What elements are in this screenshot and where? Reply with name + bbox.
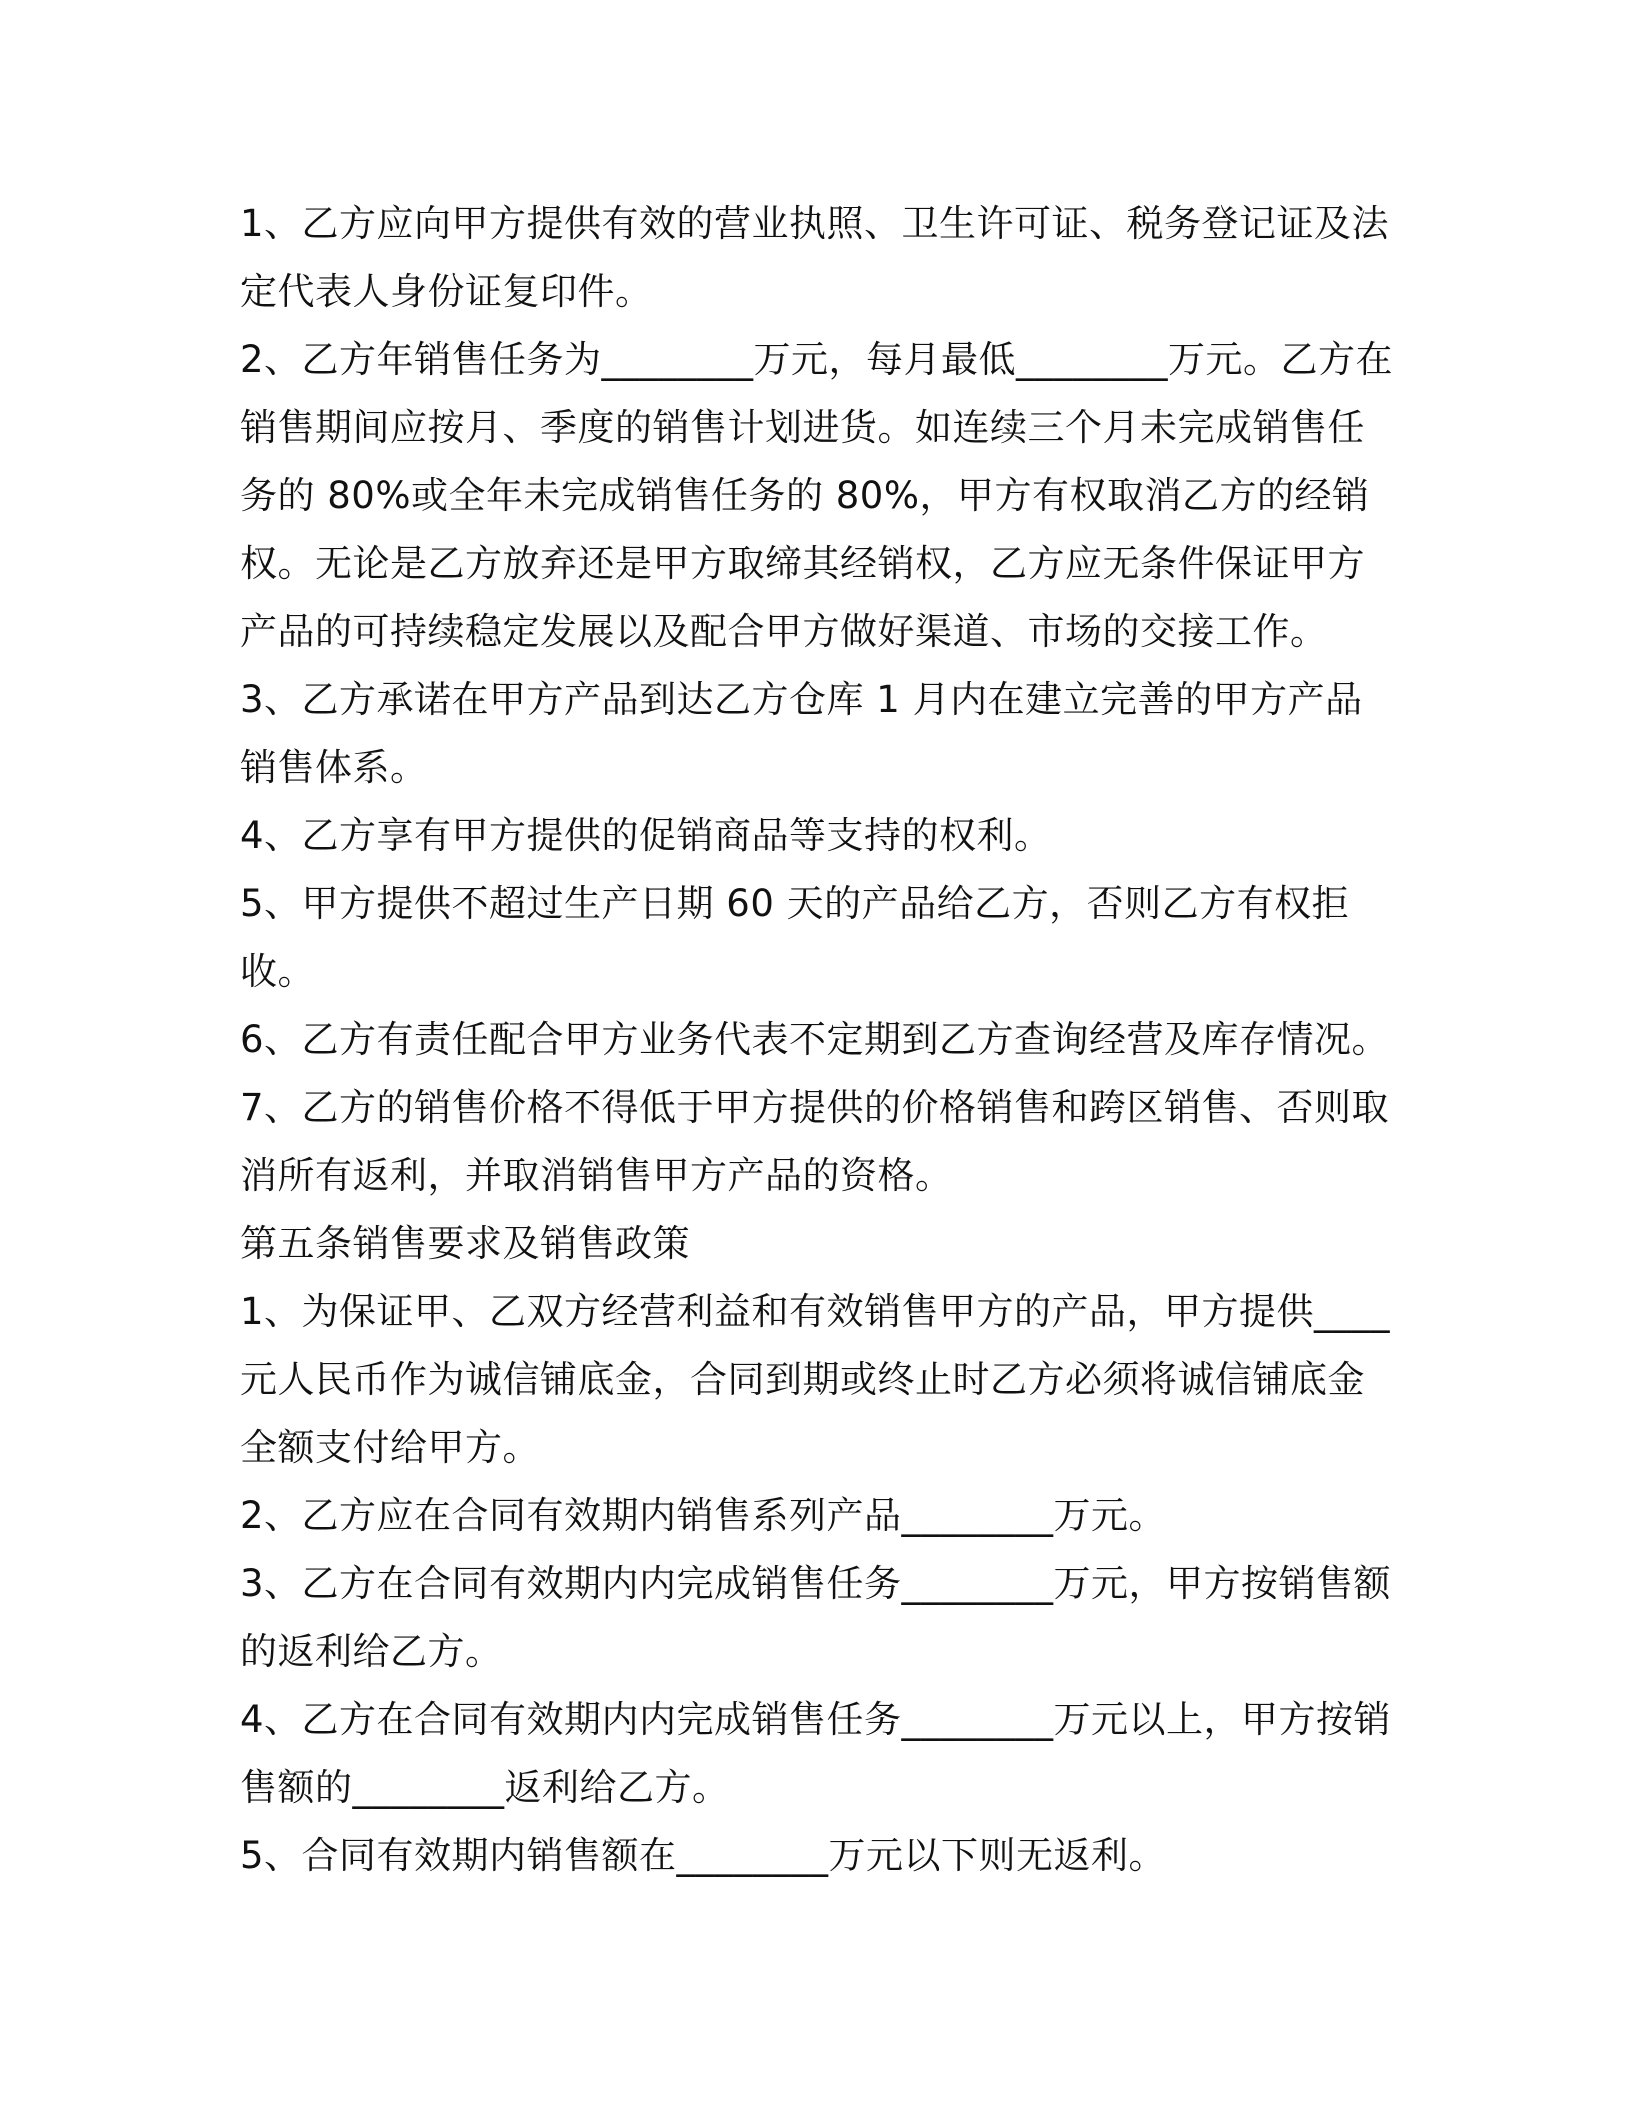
- clause-item-2: 2、乙方年销售任务为________万元，每月最低________万元。乙方在销售期间应按月、季度的销售计划进货。如连续三个月未完成销售任务的 80%或全年未完成销售任务的 80%，甲方有权取消乙方的经销权。无论是乙方放弃还是甲方取缔其经销权，乙方应无条件保证甲方产品的可持续稳定发展以及配合甲方做好渠道、市场的交接工作。: [240, 338, 1394, 653]
- clause-item-7: 7、乙方的销售价格不得低于甲方提供的价格销售和跨区销售、否则取消所有返利，并取消销售甲方产品的资格。: [240, 1086, 1390, 1197]
- document-page: [240, 190, 1400, 1890]
- clause-item-5: 5、甲方提供不超过生产日期 60 天的产品给乙方，否则乙方有权拒收。: [240, 882, 1350, 993]
- policy-item-3: 3、乙方在合同有效期内内完成销售任务________万元，甲方按销售额的返利给乙方。: [240, 1562, 1392, 1673]
- clause-item-6: 6、乙方有责任配合甲方业务代表不定期到乙方查询经营及库存情况。: [240, 1018, 1390, 1061]
- policy-item-2: 2、乙方应在合同有效期内销售系列产品________万元。: [240, 1494, 1167, 1537]
- policy-item-5: 5、合同有效期内销售额在________万元以下则无返利。: [240, 1834, 1167, 1877]
- clause-item-1: 1、乙方应向甲方提供有效的营业执照、卫生许可证、税务登记证及法定代表人身份证复印件。: [240, 202, 1390, 313]
- section-heading: 第五条销售要求及销售政策: [240, 1222, 690, 1265]
- clause-item-3: 3、乙方承诺在甲方产品到达乙方仓库 1 月内在建立完善的甲方产品销售体系。: [240, 678, 1363, 789]
- policy-item-1: 1、为保证甲、乙双方经营利益和有效销售甲方的产品，甲方提供____元人民币作为诚信铺底金，合同到期或终止时乙方必须将诚信铺底金全额支付给甲方。: [240, 1290, 1391, 1469]
- clause-item-4: 4、乙方享有甲方提供的促销商品等支持的权利。: [240, 814, 1052, 857]
- policy-item-4: 4、乙方在合同有效期内内完成销售任务________万元以上，甲方按销售额的________返利给乙方。: [240, 1698, 1392, 1809]
